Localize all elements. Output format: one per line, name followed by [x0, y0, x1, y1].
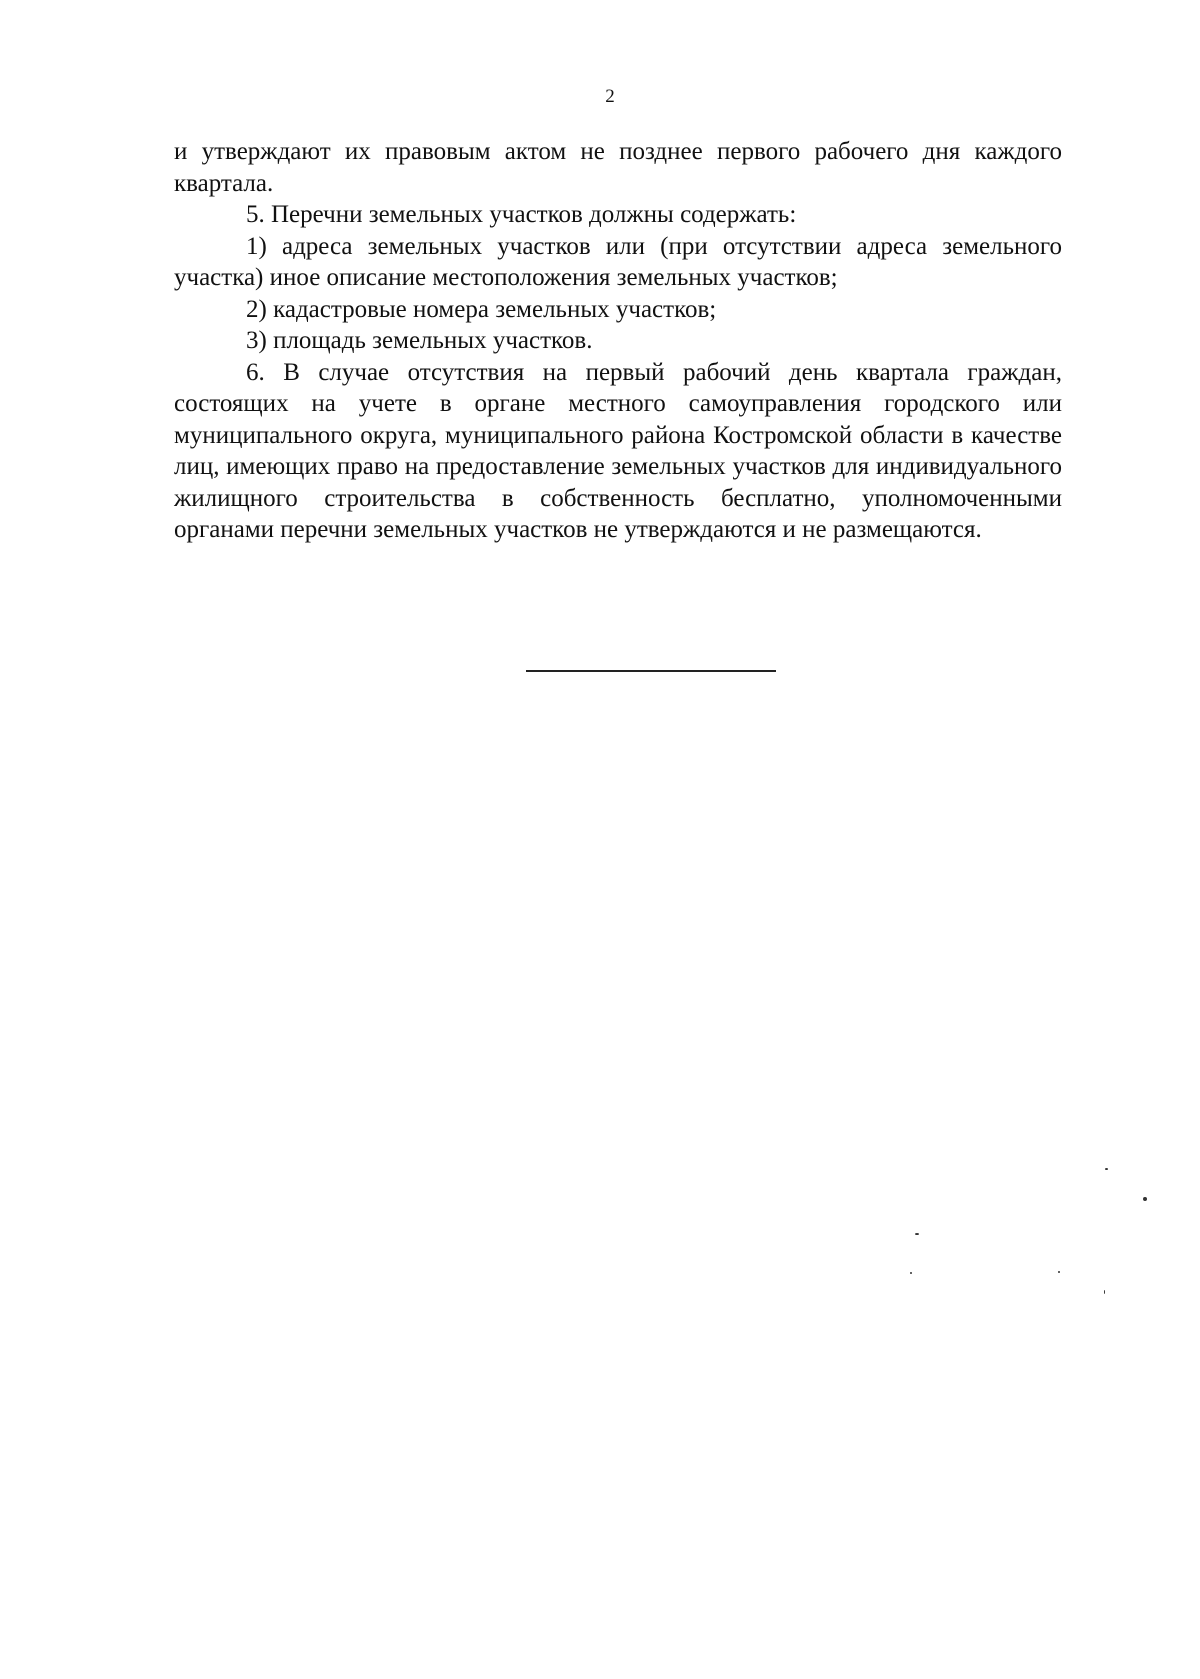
scan-speck	[910, 1272, 912, 1274]
page-number: 2	[605, 86, 615, 107]
paragraph-item-6: 6. В случае отсутствия на первый рабочий день квартала граждан, состоящих на учете в органе местного самоуправления городского или муниципального округа, муниципального района Костромской области в качестве лиц, имеющих право на предоставление земельных участков для индивидуального жилищного строительства в собственность бесплатно, уполномоченными органами перечни земельных участков не утверждаются и не размещаются.	[174, 358, 1062, 543]
paragraph-continuation: и утверждают их правовым актом не позднее первого рабочего дня каждого квартала.	[174, 138, 1062, 197]
paragraph-item-5-2: 2) кадастровые номера земельных участков;	[246, 295, 717, 323]
scan-speck	[915, 1233, 919, 1235]
paragraph-item-5-3: 3) площадь земельных участков.	[246, 327, 593, 354]
end-separator-line	[526, 670, 776, 672]
scan-speck	[1104, 1290, 1105, 1294]
scan-speck	[1105, 1168, 1108, 1170]
paragraph-item-5: 5. Перечни земельных участков должны содержать:	[246, 201, 797, 228]
scan-speck	[1058, 1271, 1060, 1273]
scan-speck	[1143, 1197, 1147, 1201]
paragraph-item-5-1: 1) адреса земельных участков или (при отсутствии адреса земельного участка) иное описание местоположения земельных участков;	[174, 232, 1062, 291]
document-body	[174, 136, 1062, 546]
